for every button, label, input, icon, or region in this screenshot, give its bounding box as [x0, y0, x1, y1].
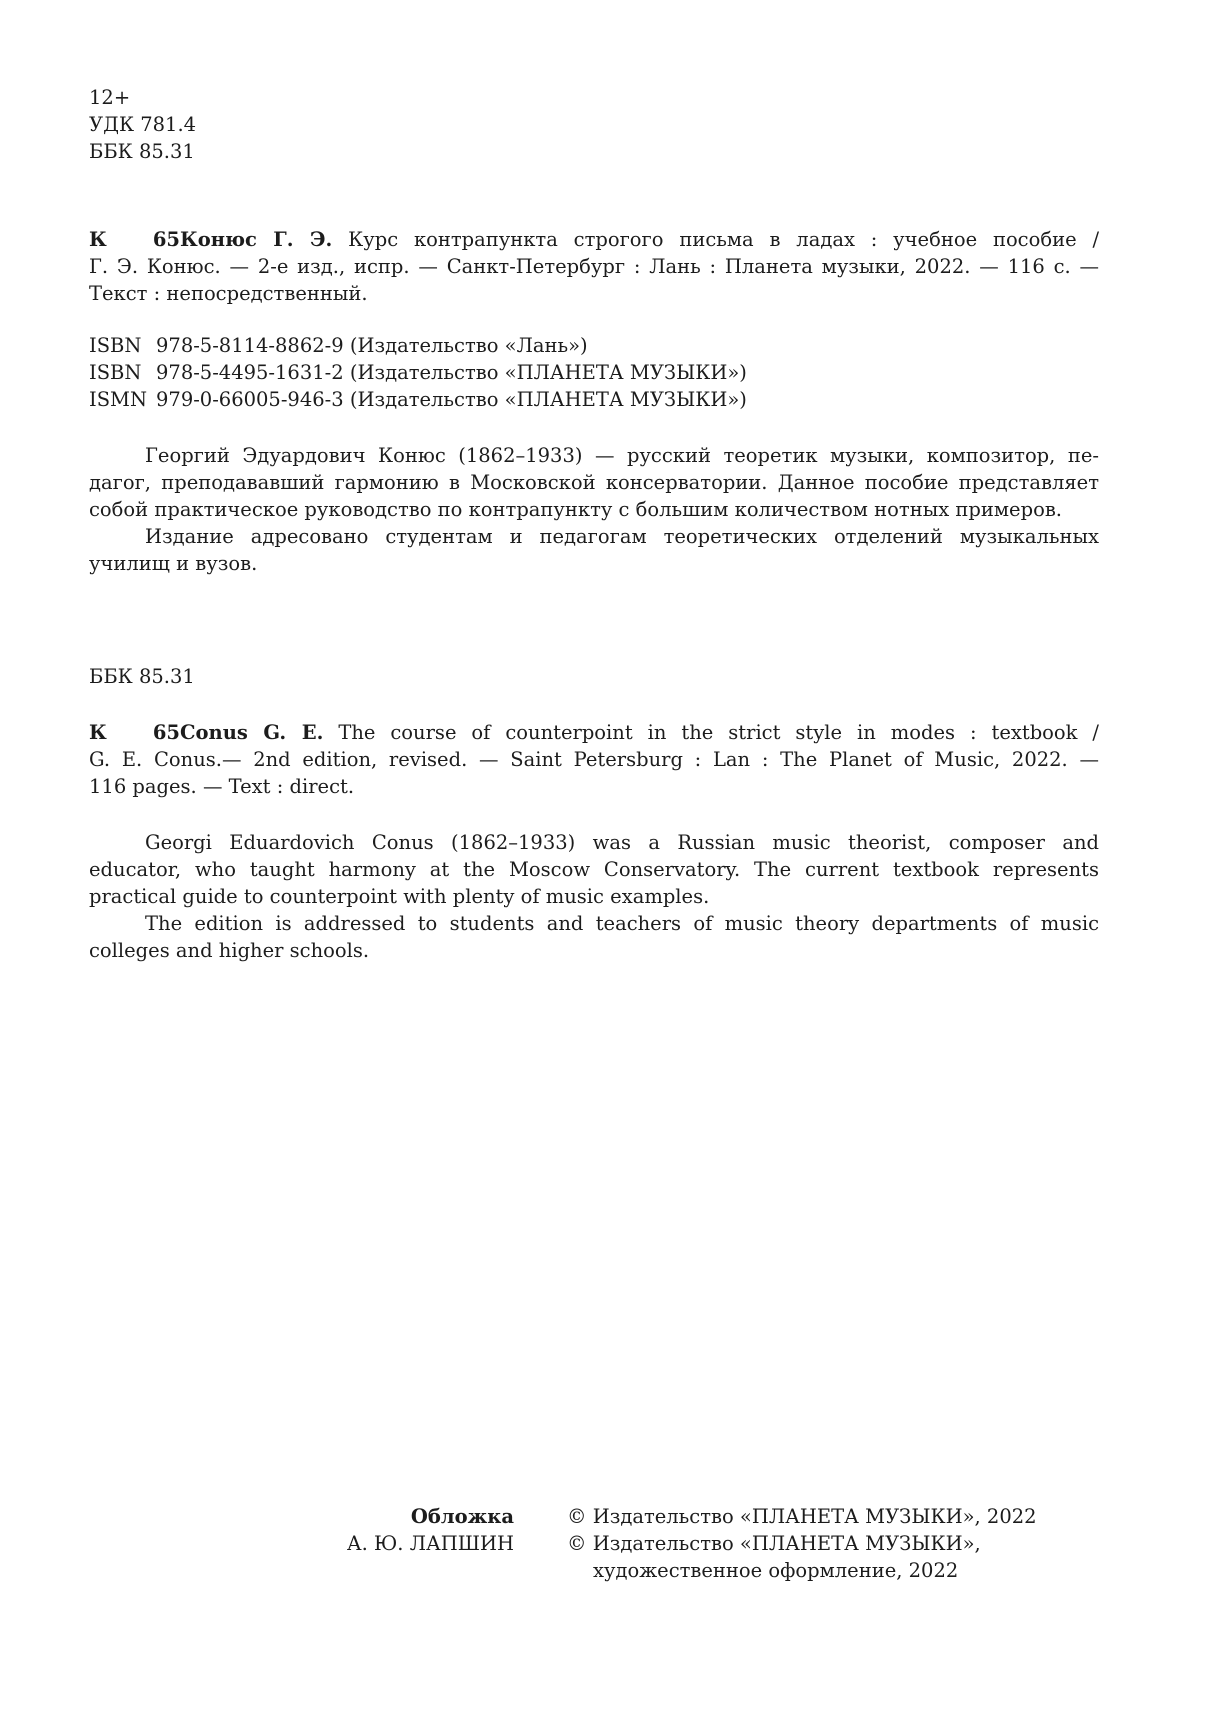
copyright-publisher: © Издательство «ПЛАНЕТА МУЗЫКИ», 2022	[567, 1505, 1037, 1528]
en-record-code: К 65	[89, 721, 180, 744]
isbn-row	[89, 386, 1099, 413]
cover-label	[411, 1503, 514, 1530]
ru-bibliographic-record	[89, 226, 1099, 307]
ru-record-title: Курс контрапункта строгого письма в ладах : учебное пособие /	[348, 228, 1100, 251]
ru-abstract-line: училищ и вузов.	[89, 552, 258, 575]
cover-label-text: Обложка	[410, 1505, 514, 1528]
isbn-block	[89, 332, 1099, 413]
en-record-author: Conus G. E.	[180, 721, 324, 744]
ru-abstract-line: собой практическое руководство по контрапункту с большим количеством нотных примеров.	[89, 498, 1062, 521]
isbn-value: 979-0-66005-946-3 (Издательство «ПЛАНЕТА МУЗЫКИ»)	[156, 388, 747, 411]
ru-abstract-line: Издание адресовано студентам и педагогам теоретических отделений музыкальных	[145, 525, 1099, 548]
isbn-label: ISBN	[89, 361, 142, 384]
en-bbk-block	[89, 663, 1099, 690]
ru-record-author: Конюс Г. Э.	[180, 228, 333, 251]
copyright-design-line-1: © Издательство «ПЛАНЕТА МУЗЫКИ»,	[567, 1532, 981, 1555]
en-record-line-3: 116 pages. — Text : direct.	[89, 775, 355, 798]
age-rating: 12+	[89, 86, 131, 109]
isbn-label: ISMN	[89, 388, 148, 411]
ru-abstract-line: дагог, преподававший гармонию в Московской консерватории. Данное пособие представляет	[89, 471, 1099, 494]
ru-abstract	[89, 442, 1099, 577]
en-abstract-line: The edition is addressed to students and teachers of music theory departments of music	[145, 912, 1099, 935]
udk-code: УДК 781.4	[89, 113, 197, 136]
isbn-value: 978-5-8114-8862-9 (Издательство «Лань»)	[156, 334, 588, 357]
copyright-design-line-2: художественное оформление, 2022	[593, 1559, 959, 1582]
en-abstract-line: Georgi Eduardovich Conus (1862–1933) was a Russian music theorist, composer and	[145, 831, 1099, 854]
ru-record-line-2: Г. Э. Конюс. — 2-е изд., испр. — Санкт-Петербург : Лань : Планета музыки, 2022. — 116 с. —	[89, 255, 1099, 278]
en-abstract	[89, 829, 1099, 964]
isbn-row	[89, 332, 1099, 359]
isbn-value: 978-5-4495-1631-2 (Издательство «ПЛАНЕТА МУЗЫКИ»)	[156, 361, 747, 384]
en-record-title: The course of counterpoint in the strict style in modes : textbook /	[338, 721, 1100, 744]
cover-artist: А. Ю. ЛАПШИН	[346, 1532, 514, 1555]
classification-block	[89, 84, 1099, 165]
en-abstract-line: practical guide to counterpoint with plenty of music examples.	[89, 885, 710, 908]
en-abstract-line: educator, who taught harmony at the Moscow Conservatory. The current textbook represents	[89, 858, 1099, 881]
ru-record-line-3: Текст : непосредственный.	[89, 282, 368, 305]
ru-record-line-1	[89, 226, 1099, 253]
en-bbk-code: ББК 85.31	[89, 665, 195, 688]
en-abstract-line: colleges and higher schools.	[89, 939, 370, 962]
en-record-line-2: G. E. Conus.— 2nd edition, revised. — Saint Petersburg : Lan : The Planet of Music, 2022. —	[89, 748, 1099, 771]
bbk-code: ББК 85.31	[89, 140, 195, 163]
en-record-line-1	[89, 719, 1099, 746]
isbn-label: ISBN	[89, 334, 142, 357]
ru-abstract-line: Георгий Эдуардович Конюс (1862–1933) — русский теоретик музыки, композитор, пе-	[145, 444, 1099, 467]
isbn-row	[89, 359, 1099, 386]
ru-record-code: К 65	[89, 228, 180, 251]
en-bibliographic-record	[89, 719, 1099, 800]
